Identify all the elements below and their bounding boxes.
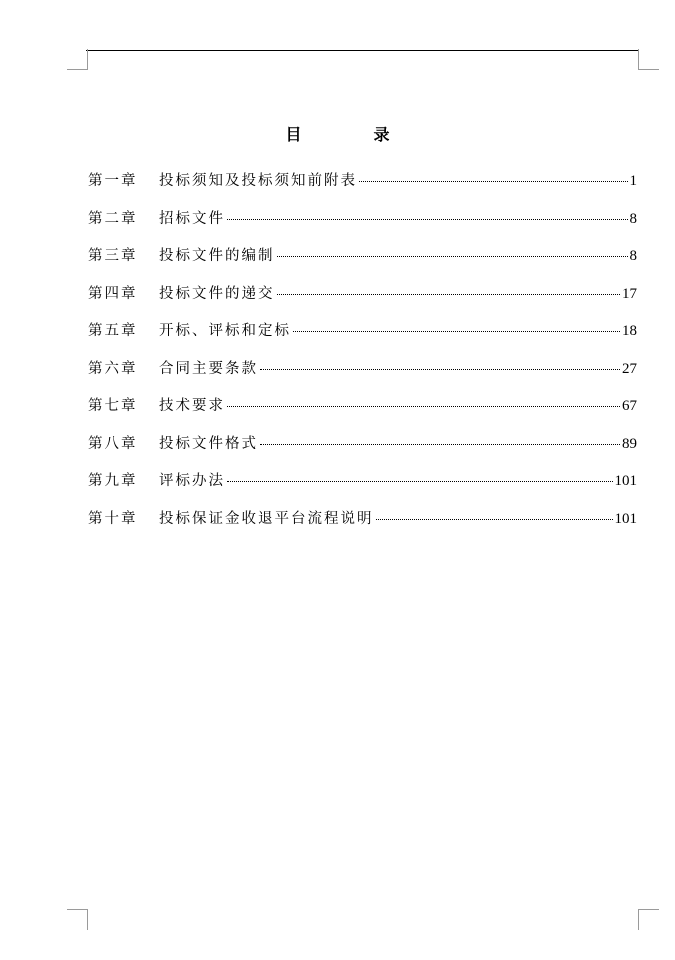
toc-page-number: 8 <box>629 248 637 264</box>
toc-title: 目 录 <box>285 125 418 144</box>
toc-text: 投标文件格式 <box>159 435 258 452</box>
toc-entry[interactable] <box>88 508 637 546</box>
crop-mark-top-right <box>638 49 659 70</box>
toc-leader <box>227 481 613 482</box>
toc-leader <box>227 406 620 407</box>
toc-leader <box>277 256 628 257</box>
toc-leader <box>260 369 620 370</box>
toc-page-number: 101 <box>614 473 637 489</box>
toc-text: 技术要求 <box>159 398 225 414</box>
toc-chapter: 第五章 <box>88 323 138 339</box>
toc-chapter: 第九章 <box>88 473 138 489</box>
toc-page-number: 27 <box>622 360 637 377</box>
crop-mark-bottom-left <box>67 909 88 930</box>
toc-entry[interactable] <box>88 470 637 508</box>
toc-list <box>88 170 637 545</box>
toc-entry[interactable] <box>88 283 637 321</box>
toc-text: 评标办法 <box>159 473 225 489</box>
header-rule <box>86 50 639 51</box>
toc-chapter: 第二章 <box>88 210 138 227</box>
toc-entry[interactable] <box>88 433 637 471</box>
toc-chapter: 第三章 <box>88 248 138 264</box>
toc-page-number: 8 <box>629 210 637 227</box>
toc-text: 投标保证金收退平台流程说明 <box>159 510 374 527</box>
crop-mark-bottom-right <box>638 909 659 930</box>
toc-page-number: 17 <box>622 285 637 302</box>
toc-leader <box>227 219 628 220</box>
toc-leader <box>277 294 621 295</box>
toc-text: 投标文件的递交 <box>159 285 275 302</box>
crop-mark-top-left <box>67 49 88 70</box>
toc-leader <box>376 519 613 520</box>
toc-page-number: 1 <box>629 173 637 189</box>
toc-leader <box>293 331 620 332</box>
toc-text: 合同主要条款 <box>159 360 258 377</box>
toc-leader <box>260 444 620 445</box>
toc-entry[interactable] <box>88 170 637 208</box>
toc-chapter: 第六章 <box>88 360 138 377</box>
toc-text: 投标文件的编制 <box>159 248 275 264</box>
toc-entry[interactable] <box>88 245 637 283</box>
toc-entry[interactable] <box>88 395 637 433</box>
toc-leader <box>359 181 628 182</box>
toc-page-number: 18 <box>622 323 637 339</box>
toc-entry[interactable] <box>88 358 637 396</box>
toc-text: 开标、评标和定标 <box>159 323 291 339</box>
toc-chapter: 第十章 <box>88 510 138 527</box>
toc-text: 招标文件 <box>159 210 225 227</box>
toc-entry[interactable] <box>88 208 637 246</box>
toc-entry[interactable] <box>88 320 637 358</box>
toc-page-number: 67 <box>622 398 637 414</box>
toc-chapter: 第四章 <box>88 285 138 302</box>
toc-chapter: 第八章 <box>88 435 138 452</box>
toc-chapter: 第七章 <box>88 398 138 414</box>
toc-page-number: 89 <box>622 435 637 452</box>
toc-chapter: 第一章 <box>88 173 138 189</box>
toc-text: 投标须知及投标须知前附表 <box>159 173 357 189</box>
toc-page-number: 101 <box>614 510 637 527</box>
